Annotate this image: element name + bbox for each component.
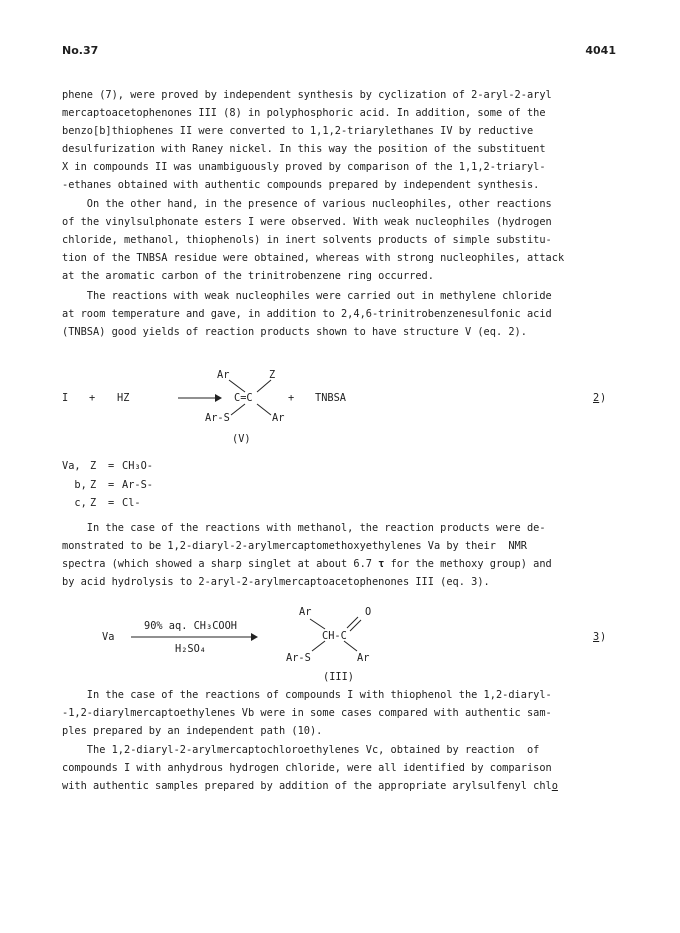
text-line: mercaptoacetophenones III (8) in polyphosphoric acid. In addition, some of the — [62, 107, 546, 119]
aryl-top: Ar — [217, 369, 230, 381]
text-line: monstrated to be 1,2-diaryl-2-arylmercaptomethoxyethylenes Va by their NMR — [62, 540, 527, 552]
structure-label: (V) — [232, 433, 251, 445]
bond-line — [312, 641, 325, 651]
text-segment: with authentic samples prepared by addition of the appropriate arylsulfenyl chl — [62, 780, 552, 792]
list-z: Z — [90, 479, 97, 491]
list-value: Ar-S- — [122, 479, 153, 491]
list-eq: = — [108, 479, 115, 491]
arylthio-bottom: Ar-S — [286, 652, 311, 664]
text-segment: spectra (which showed a sharp singlet at about 6.7 — [62, 558, 379, 570]
equation-paren: ) — [600, 631, 607, 643]
aryl-top: Ar — [299, 606, 312, 618]
bond-line — [350, 620, 361, 631]
text-segment: for the methoxy group) and — [384, 558, 552, 570]
text-line: of the vinylsulphonate esters I were observed. With weak nucleophiles (hydrogen — [62, 216, 552, 228]
text-line: phene (7), were proved by independent synthesis by cyclization of 2-aryl-2-aryl — [62, 89, 552, 101]
equation-paren: ) — [600, 392, 607, 404]
alkene-center: C=C — [234, 392, 253, 404]
reactant-i: I — [62, 392, 69, 404]
bond-line — [347, 617, 358, 628]
plus-sign: + — [288, 392, 295, 404]
tau-symbol: τ — [378, 558, 385, 570]
list-eq: = — [108, 460, 115, 472]
reactant-va: Va — [102, 631, 115, 643]
text-line: benzo[b]thiophenes II were converted to 1,1,2-triarylethanes IV by reductive — [62, 125, 534, 137]
equation-number: 3 — [593, 631, 600, 643]
reagent-top: 90% aq. CH₃COOH — [144, 620, 237, 632]
text-line: tion of the TNBSA residue were obtained, whereas with strong nucleophiles, attack — [62, 252, 565, 264]
plus-sign: + — [89, 392, 96, 404]
text-line: -ethanes obtained with authentic compounds prepared by independent synthesis. — [62, 179, 540, 191]
text-line: On the other hand, in the presence of various nucleophiles, other reactions — [62, 198, 552, 210]
z-substituent: Z — [269, 369, 276, 381]
arylthio-bottom: Ar-S — [205, 412, 230, 424]
aryl-bottom: Ar — [357, 652, 370, 664]
reaction-arrow-head — [251, 633, 258, 641]
journal-number: No.37 — [62, 44, 99, 57]
ketone-center: CH-C — [322, 630, 347, 642]
list-label: c, — [62, 497, 87, 509]
text-line: desulfurization with Raney nickel. In this way the position of the substituent — [62, 143, 546, 155]
text-line: In the case of the reactions with methanol, the reaction products were de- — [62, 522, 546, 534]
text-line: ples prepared by an independent path (10). — [62, 725, 323, 737]
list-value: CH₃O- — [122, 460, 153, 472]
text-line: by acid hydrolysis to 2-aryl-2-arylmercaptoacetophenones III (eq. 3). — [62, 576, 490, 588]
text-line: The 1,2-diaryl-2-arylmercaptochloroethylenes Vc, obtained by reaction of — [62, 744, 540, 756]
list-z: Z — [90, 497, 97, 509]
bond-line — [344, 641, 357, 651]
text-line: (TNBSA) good yields of reaction products shown to have structure V (eq. 2). — [62, 326, 527, 338]
equation-number: 2 — [593, 392, 600, 404]
bond-line — [310, 619, 325, 629]
list-label: Va, — [62, 460, 81, 472]
list-value: Cl- — [122, 497, 141, 509]
text-line: -1,2-diarylmercaptoethylenes Vb were in some cases compared with authentic sam- — [62, 707, 552, 719]
list-label: b, — [62, 479, 87, 491]
reactant-hz: HZ — [117, 392, 130, 404]
text-line: compounds I with anhydrous hydrogen chloride, were all identified by comparison — [62, 762, 552, 774]
text-line: X in compounds II was unambiguously proved by comparison of the 1,1,2-triaryl- — [62, 161, 546, 173]
product-tnbsa: TNBSA — [315, 392, 346, 404]
underlined-char: o — [551, 780, 558, 792]
text-line — [62, 777, 632, 795]
structure-label: (III) — [323, 671, 354, 683]
text-line: In the case of the reactions of compounds I with thiophenol the 1,2-diaryl- — [62, 689, 552, 701]
aryl-bottom: Ar — [272, 412, 285, 424]
page-number: 4041 — [585, 44, 616, 57]
list-eq: = — [108, 497, 115, 509]
reagent-bottom: H₂SO₄ — [175, 643, 206, 655]
text-line: at room temperature and gave, in addition to 2,4,6-trinitrobenzenesulfonic acid — [62, 308, 552, 320]
text-line: chloride, methanol, thiophenols) in inert solvents products of simple substitu- — [62, 234, 552, 246]
carbonyl-oxygen: O — [365, 606, 372, 618]
list-z: Z — [90, 460, 97, 472]
text-line: The reactions with weak nucleophiles were carried out in methylene chloride — [62, 290, 552, 302]
text-line: at the aromatic carbon of the trinitrobenzene ring occurred. — [62, 270, 434, 282]
